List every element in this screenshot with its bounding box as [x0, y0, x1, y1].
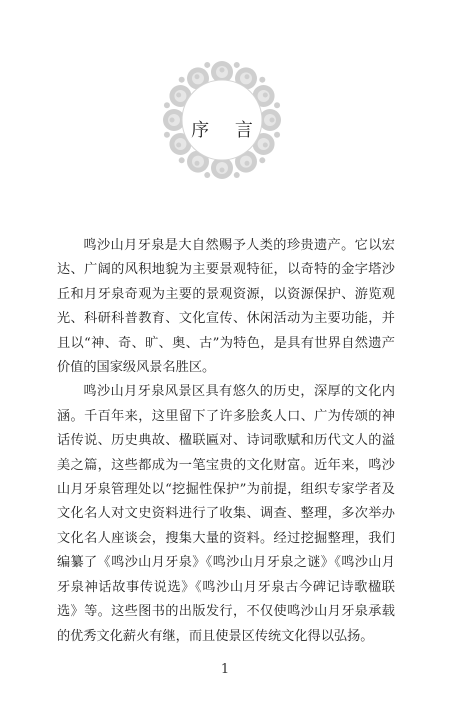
ornament-petal-dot: [220, 68, 225, 73]
ornament-tip: [164, 102, 170, 108]
ornament-petal-dot: [220, 168, 225, 173]
page-title: 序 言: [191, 120, 263, 142]
ornament-tip: [234, 172, 240, 178]
ornament-tip: [234, 62, 240, 68]
ornament-tip: [179, 157, 185, 163]
ornament-petal-dot: [245, 74, 250, 79]
ornament-tip: [179, 77, 185, 83]
ornament-tip: [259, 157, 265, 163]
ornament-petal-dot: [195, 74, 200, 79]
ornament-tip: [204, 62, 210, 68]
ornament-tip: [274, 102, 280, 108]
ornament-petal-dot: [245, 161, 250, 166]
ornament-petal-dot: [176, 93, 181, 98]
ornament-petal-dot: [195, 161, 200, 166]
paragraph-2: 鸣沙山月牙泉风景区具有悠久的历史，深厚的文化内涵。千百年来，这里留下了许多脍炙人口、广为传颂的神话传说、历史典故、楹联匾对、诗词歌赋和历代文人的溢美之篇，这些都成为一笔宝贵的文化财富。近年来，鸣沙山月牙泉管理处以“挖掘性保护”为前提，组织专家学者及文化名人对文史资料进行了收集、调查、整理，多次举办文化名人座谈会，搜集大量的资料。经过挖掘整理，我们编纂了《鸣沙山月牙泉》《鸣沙山月牙泉之谜》《鸣沙山月牙泉神话故事传说选》《鸣沙山月牙泉古今碑记诗歌楹联选》等。这些图书的出版发行，不仅使鸣沙山月牙泉承载的优秀文化薪火有继，而且使景区传统文化得以弘扬。: [57, 384, 395, 644]
preface-body: [57, 234, 395, 649]
paragraph-1: 鸣沙山月牙泉是大自然赐予人类的珍贵遗产。它以宏达、广阔的风积地貌为主要景观特征，以奇特的金字塔沙丘和月牙泉奇观为主要的景观资源，以资源保护、游览观光、科研科普教育、文化宣传、休闲活动为主要功能，并且以“神、奇、旷、奥、古”为特色，是具有世界自然遗产价值的国家级风景名胜区。: [57, 238, 395, 376]
ornament-petal-dot: [263, 93, 268, 98]
ornament-tip: [259, 77, 265, 83]
page-number: 1: [220, 662, 230, 677]
ornament-tip: [204, 172, 210, 178]
